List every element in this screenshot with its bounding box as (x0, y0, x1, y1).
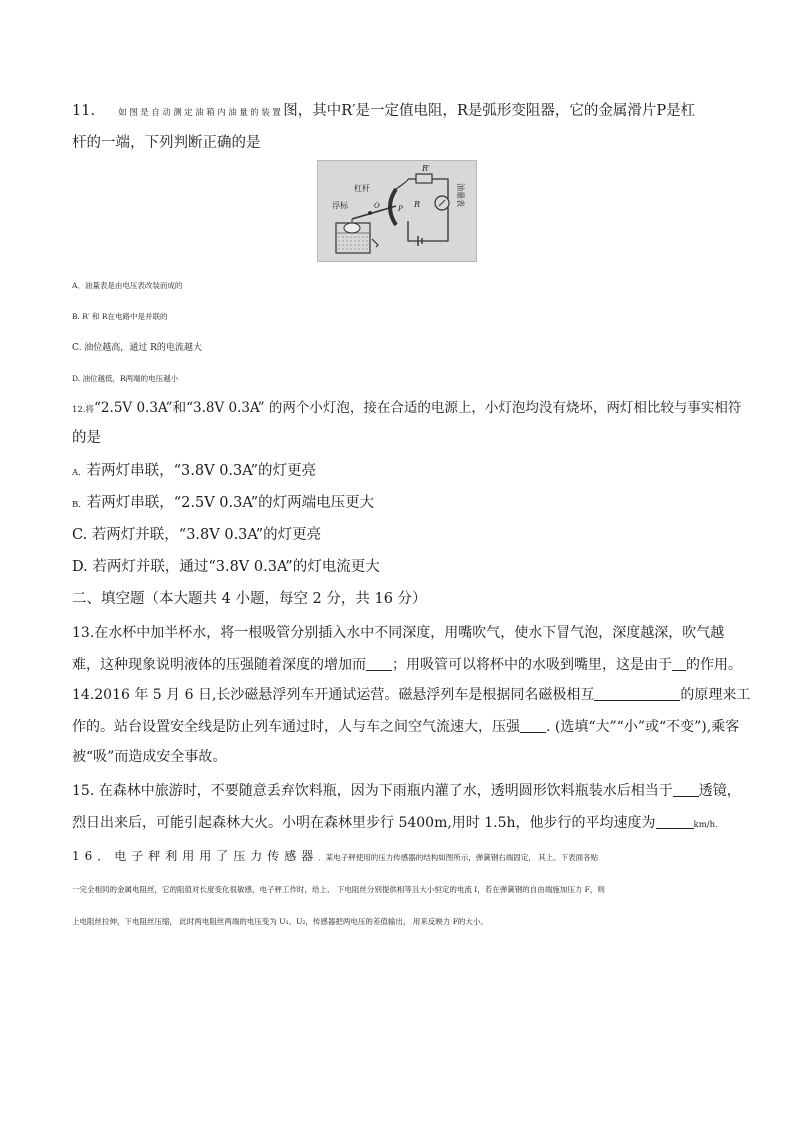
q11-option-a: A．油量表是由电压表改装而成的 (72, 281, 183, 290)
label-r: R (414, 200, 421, 209)
q16-line3: 上电阻丝拉伸，下电阻丝压缩， 此时两电阻丝两端的电压变为 U₁、U₂，传感器把两电压的差值输出， 用来反映力 F的大小。 (72, 917, 488, 926)
label-p: P (398, 205, 403, 213)
q12-option-b (72, 493, 374, 515)
q13-text-a: 难，这种现象说明液体的压强随着深度的增加而 (72, 657, 366, 673)
q13-text-b: ；用吸管可以将杯中的水吸到嘴里，这是由于 (392, 657, 672, 673)
q16-line2: 一完全相同的金属电阻丝，它的阻值对长度变化很敏感，电子秤工作时，给上、 下电阻丝分别提供相等且大小恒定的电流 I，若在弹簧钢的自由端施加压力 F，则 (72, 885, 605, 894)
q15-blank-2 (656, 814, 694, 829)
q14-blank-1 (594, 686, 680, 701)
q15-line2 (72, 813, 724, 835)
q11-stem-small: 如图是自动测定油箱内油量的装置 (118, 108, 284, 118)
label-float: 浮标 (332, 201, 348, 210)
q12-option-d: D. 若两灯并联，通过“3.8V 0.3A”的灯电流更大 (72, 559, 380, 575)
section-heading-fill-in: 二、填空题（本大题共 4 小题，每空 2 分，共 16 分） (72, 591, 427, 607)
q12-option-b-text: 若两灯串联，“2.5V 0.3A”的灯两端电压更大 (86, 495, 375, 511)
q12-option-a-letter: A． (72, 468, 87, 478)
q12-option-a (72, 461, 316, 483)
q12-stem: “2.5V 0.3A”和“3.8V 0.3A” 的两个小灯泡，接在合适的电源上，小灯泡均没有烧坏，两灯相比较与事实相符 (94, 400, 742, 416)
q14-text-d: . (选填“大”“小”或“不变”),乘客 (546, 719, 740, 735)
label-fuel-meter: 油量表 (456, 183, 465, 207)
circuit-diagram (318, 161, 476, 261)
q13-blank-2 (672, 656, 686, 671)
q13-line1: 13.在水杯中加半杯水，将一根吸管分别插入水中不同深度，用嘴吹气，使水下冒气泡，深度越深，吹气越 (72, 625, 725, 641)
q15-text-b: 透镜， (698, 783, 741, 799)
q11-stem-rest: 图，其中R′是一定值电阻，R是弧形变阻器，它的金属滑片P是杠 (283, 103, 696, 119)
q12-option-c: C. 若两灯并联，“3.8V 0.3A”的灯更亮 (72, 527, 322, 543)
q12-option-b-letter: B． (72, 500, 87, 510)
q16-line1 (72, 846, 598, 868)
q12-option-a-text: 若两灯串联，“3.8V 0.3A”的灯更亮 (86, 463, 317, 479)
q11-option-d: D. 油位越低，R两端的电压越小 (72, 374, 179, 383)
q14-text-a: 14.2016 年 5 月 6 日,长沙磁悬浮列车开通试运营。磁悬浮列车是根据同名磁极相互 (72, 687, 595, 703)
q11-option-b: B. R′ 和 R在电路中是并联的 (72, 312, 168, 321)
q14-blank-2 (520, 718, 546, 733)
q15-text-a: 15. 在森林中旅游时，不要随意丢弃饮料瓶，因为下雨瓶内灌了水，透明圆形饮料瓶装水后相当于 (72, 783, 673, 799)
q16-text-big: 16．电子秤利用用了压力传感器 (72, 849, 319, 863)
label-lever: 杠杆 (354, 184, 370, 193)
q11-number: 11. (72, 103, 96, 119)
q15-blank-1 (673, 782, 699, 797)
q11-option-c: C. 油位越高，通过 R的电流越大 (72, 343, 202, 353)
label-r-prime: R′ (422, 164, 430, 173)
label-o: O (374, 202, 380, 210)
q11-line1 (72, 101, 695, 123)
fuel-gauge-circuit-figure (317, 160, 477, 262)
q15-unit: km/h． (693, 820, 724, 830)
q14-line3: 被“吸”而造成安全事故。 (72, 749, 227, 765)
q13-text-c: 的作用。 (686, 657, 742, 673)
q15-text-c: 烈日出来后，可能引起森林大火。小明在森林里步行 5400m,用时 1.5h，他步行的平均速度为 (72, 815, 656, 831)
q12-line1 (72, 398, 741, 420)
q14-text-c: 作的。站台设置安全线是防止列车通过时，人与车之间空气流速大，压强 (72, 719, 520, 735)
q16-text-small: ．某电子秤使用的压力传感器的结构如图所示，弹簧钢右端固定， 其上、下表面各贴 (318, 853, 599, 862)
q13-blank-1 (366, 656, 392, 671)
q14-text-b: 的原理来工 (680, 687, 751, 703)
q12-number: 12.将 (72, 405, 95, 415)
q14-line1 (72, 685, 750, 705)
q14-line2 (72, 717, 739, 737)
q13-line2 (72, 655, 742, 675)
q11-line2: 杆的一端，下列判断正确的是 (72, 135, 261, 151)
q12-line2: 的是 (72, 430, 101, 446)
q15-line1 (72, 781, 741, 801)
